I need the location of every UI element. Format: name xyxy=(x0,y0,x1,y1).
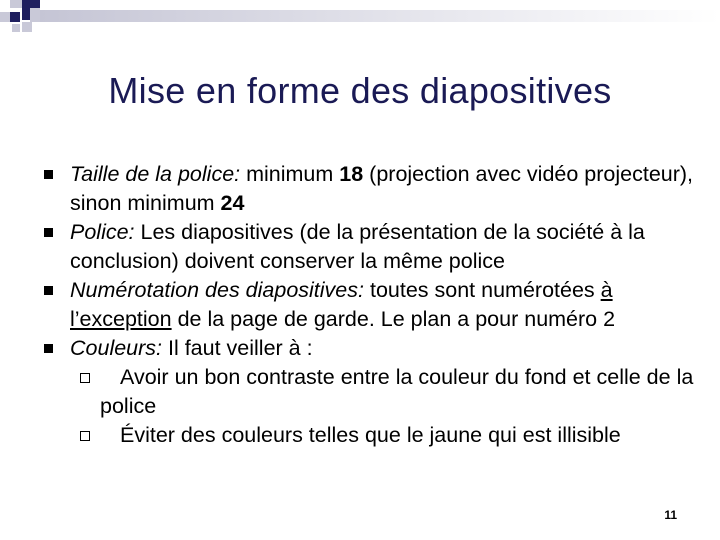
item-label: Taille de la police: xyxy=(70,162,241,186)
item-label: Couleurs: xyxy=(70,336,163,360)
sub-item-text: Éviter des couleurs telles que le jaune qui est illisible xyxy=(120,423,621,447)
hollow-square-bullet-icon xyxy=(80,373,90,383)
corner-decoration xyxy=(0,0,720,48)
item-text: Il faut veiller à : xyxy=(162,336,313,360)
sub-item-text: Avoir un bon contraste entre la couleur du fond et celle de la police xyxy=(100,365,694,418)
slide-title: Mise en forme des diapositives xyxy=(108,70,612,111)
item-label: Numérotation des diapositives: xyxy=(70,278,364,302)
item-text: de la page de garde. Le plan a pour numéro 2 xyxy=(171,307,616,331)
item-bold-value: 18 xyxy=(339,162,364,186)
item-label: Police: xyxy=(70,220,135,244)
item-text: minimum xyxy=(240,162,340,186)
item-text: toutes sont numérotées xyxy=(364,278,601,302)
sub-list-item xyxy=(44,363,716,421)
sub-list-item xyxy=(44,421,716,450)
bullet-list xyxy=(44,160,716,450)
item-underlined-text: à l’exception xyxy=(70,278,613,331)
item-text: Les diapositives (de la présentation de la société à la conclusion) doivent conserver la même police xyxy=(70,220,645,273)
list-item xyxy=(44,218,716,276)
page-number: 11 xyxy=(664,508,677,522)
hollow-square-bullet-icon xyxy=(80,431,90,441)
item-bold-value: 24 xyxy=(220,191,245,215)
square-bullet-icon xyxy=(44,228,53,237)
item-text: (projection avec vidéo projecteur), sinon minimum xyxy=(70,162,694,215)
square-bullet-icon xyxy=(44,344,53,353)
square-bullet-icon xyxy=(44,286,53,295)
square-bullet-icon xyxy=(44,170,53,179)
list-item xyxy=(44,160,716,218)
list-item xyxy=(44,276,716,334)
list-item xyxy=(44,334,716,363)
